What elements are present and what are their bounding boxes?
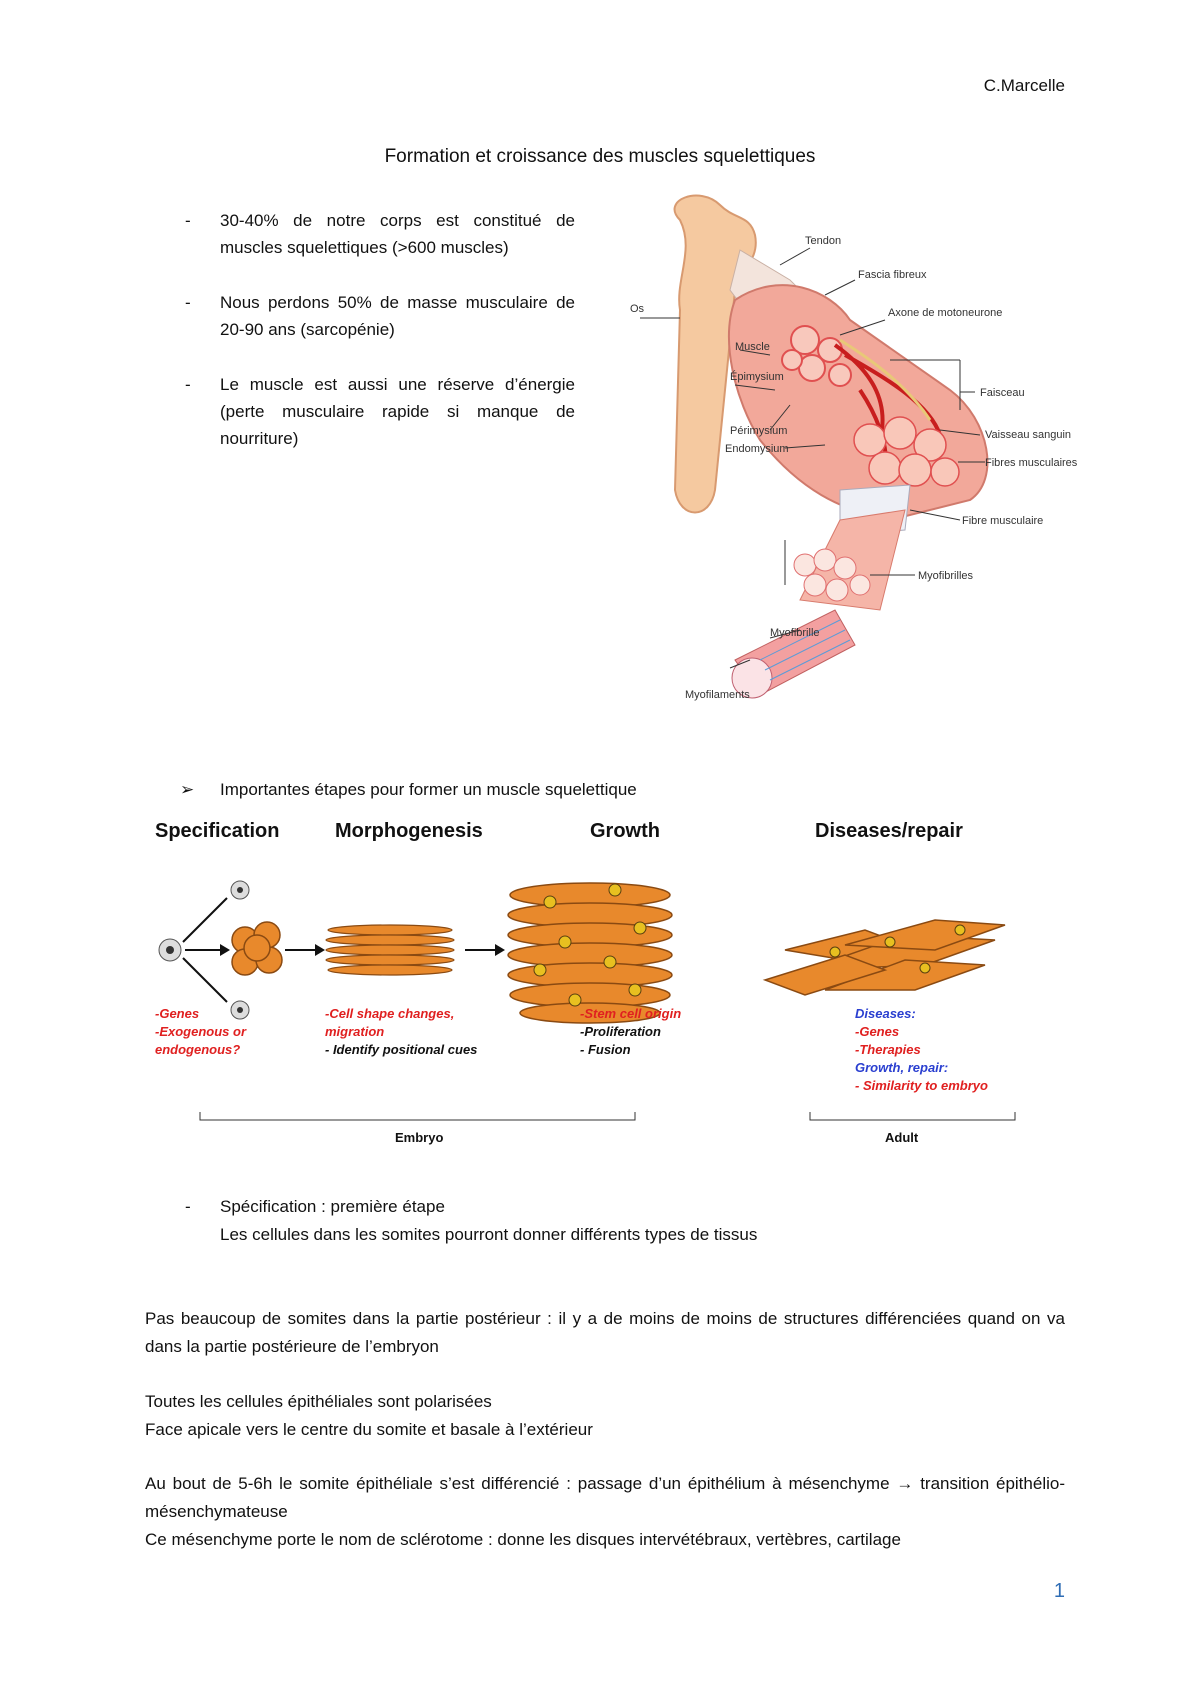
paragraph-polarity (145, 1388, 1065, 1444)
author-name: C.Marcelle (983, 76, 1065, 95)
label-fibres: Fibres musculaires (985, 457, 1078, 469)
stage-morphogenesis: Morphogenesis (335, 820, 483, 842)
label-vaisseau: Vaisseau sanguin (985, 429, 1072, 441)
intro-bullet-list (180, 207, 575, 480)
label-epimysium: Épimysium (730, 371, 784, 383)
bullet-text: Nous perdons 50% de masse musculaire de 20-90 ans (sarcopénie) (220, 293, 575, 339)
growth-notes (580, 1005, 681, 1059)
paragraph-sclerotome (145, 1470, 1065, 1554)
bullet-item: - Nous perdons 50% de masse musculaire de 20-90 ans (sarcopénie) (185, 293, 575, 339)
note-line: -Cell shape changes, (325, 1006, 455, 1021)
label-faisceau: Faisceau (980, 387, 1025, 399)
paragraph-line: Toutes les cellules épithéliales sont polarisées (145, 1392, 492, 1411)
steps-heading-text: Importantes étapes pour former un muscle squelettique (220, 780, 637, 799)
note-line: - Similarity to embryo (855, 1078, 988, 1093)
timeline-brackets (145, 1110, 1055, 1160)
label-fascia: Fascia fibreux (858, 269, 927, 281)
spec-description: Les cellules dans les somites pourront donner différents types de tissus (220, 1225, 758, 1244)
morph-notes (325, 1005, 477, 1059)
specification-section (180, 1193, 757, 1249)
stage-diseases-repair: Diseases/repair (815, 820, 963, 842)
disease-notes (855, 1005, 988, 1095)
note-line: -Exogenous or (155, 1024, 247, 1039)
bullet-item: - Le muscle est aussi une réserve d’énergie (perte musculaire rapide si manque de nourriture) (185, 375, 575, 448)
label-fibre: Fibre musculaire (962, 515, 1044, 527)
page-number: 1 (1053, 1580, 1065, 1602)
note-line: migration (325, 1024, 385, 1039)
note-line: Growth, repair: (855, 1060, 949, 1075)
note-line: -Genes (855, 1024, 900, 1039)
bullet-text: 30-40% de notre corps est constitué de muscles squelettiques (>600 muscles) (220, 211, 575, 257)
note-line: -Genes (155, 1006, 200, 1021)
steps-illustration (145, 850, 1055, 1030)
label-endomysium: Endomysium (725, 443, 789, 455)
spec-notes (155, 1005, 246, 1059)
bracket-adult: Adult (885, 1130, 919, 1145)
label-myofilaments: Myofilaments (685, 689, 750, 701)
bullet-item: - 30-40% de notre corps est constitué de muscles squelettiques (>600 muscles) (185, 211, 575, 257)
note-line: -Stem cell origin (580, 1006, 682, 1021)
paragraph-line: Face apicale vers le centre du somite et basale à l’extérieur (145, 1420, 593, 1439)
steps-heading (180, 780, 637, 800)
spec-line: - Spécification : première étape (185, 1197, 445, 1216)
label-myofibrilles: Myofibrilles (918, 570, 974, 582)
note-line: Diseases: (855, 1006, 916, 1021)
bullet-text: Le muscle est aussi une réserve d’énergie (perte musculaire rapide si manque de nourriture) (220, 375, 575, 448)
label-myofibrille: Myofibrille (770, 627, 820, 639)
label-axone: Axone de motoneurone (888, 307, 1003, 319)
arrowhead-icon: ➢ (180, 780, 195, 799)
muscle-anatomy-figure (630, 190, 1140, 720)
paragraph-line: Au bout de 5-6h le somite épithéliale s’est différencié : passage d’un épithélium à mésenchyme → transition épithélio-mésenchymateuse (145, 1474, 1065, 1521)
note-line: -Proliferation (580, 1024, 661, 1039)
spec-title: Spécification : première étape (220, 1197, 445, 1216)
note-line: - Fusion (580, 1042, 631, 1057)
bracket-embryo: Embryo (395, 1130, 444, 1145)
label-perimysium: Périmysium (730, 425, 788, 437)
paragraph-line: Ce mésenchyme porte le nom de sclérotome : donne les disques intervétébraux, vertèbres, cartilage (145, 1530, 901, 1549)
page-title: Formation et croissance des muscles squelettiques (384, 146, 816, 167)
note-line: endogenous? (155, 1042, 241, 1057)
stage-growth: Growth (590, 820, 660, 842)
note-line: - Identify positional cues (325, 1042, 478, 1057)
paragraph-somites: Pas beaucoup de somites dans la partie postérieur : il y a de moins de moins de structures différenciées quand on va dans la partie postérieure de l’embryon (145, 1309, 1065, 1356)
label-os: Os (630, 303, 645, 315)
label-tendon: Tendon (805, 235, 842, 247)
note-line: -Therapies (855, 1042, 921, 1057)
muscle-formation-steps-figure (145, 810, 1055, 1165)
stage-specification: Specification (155, 820, 280, 842)
label-muscle: Muscle (735, 341, 770, 353)
